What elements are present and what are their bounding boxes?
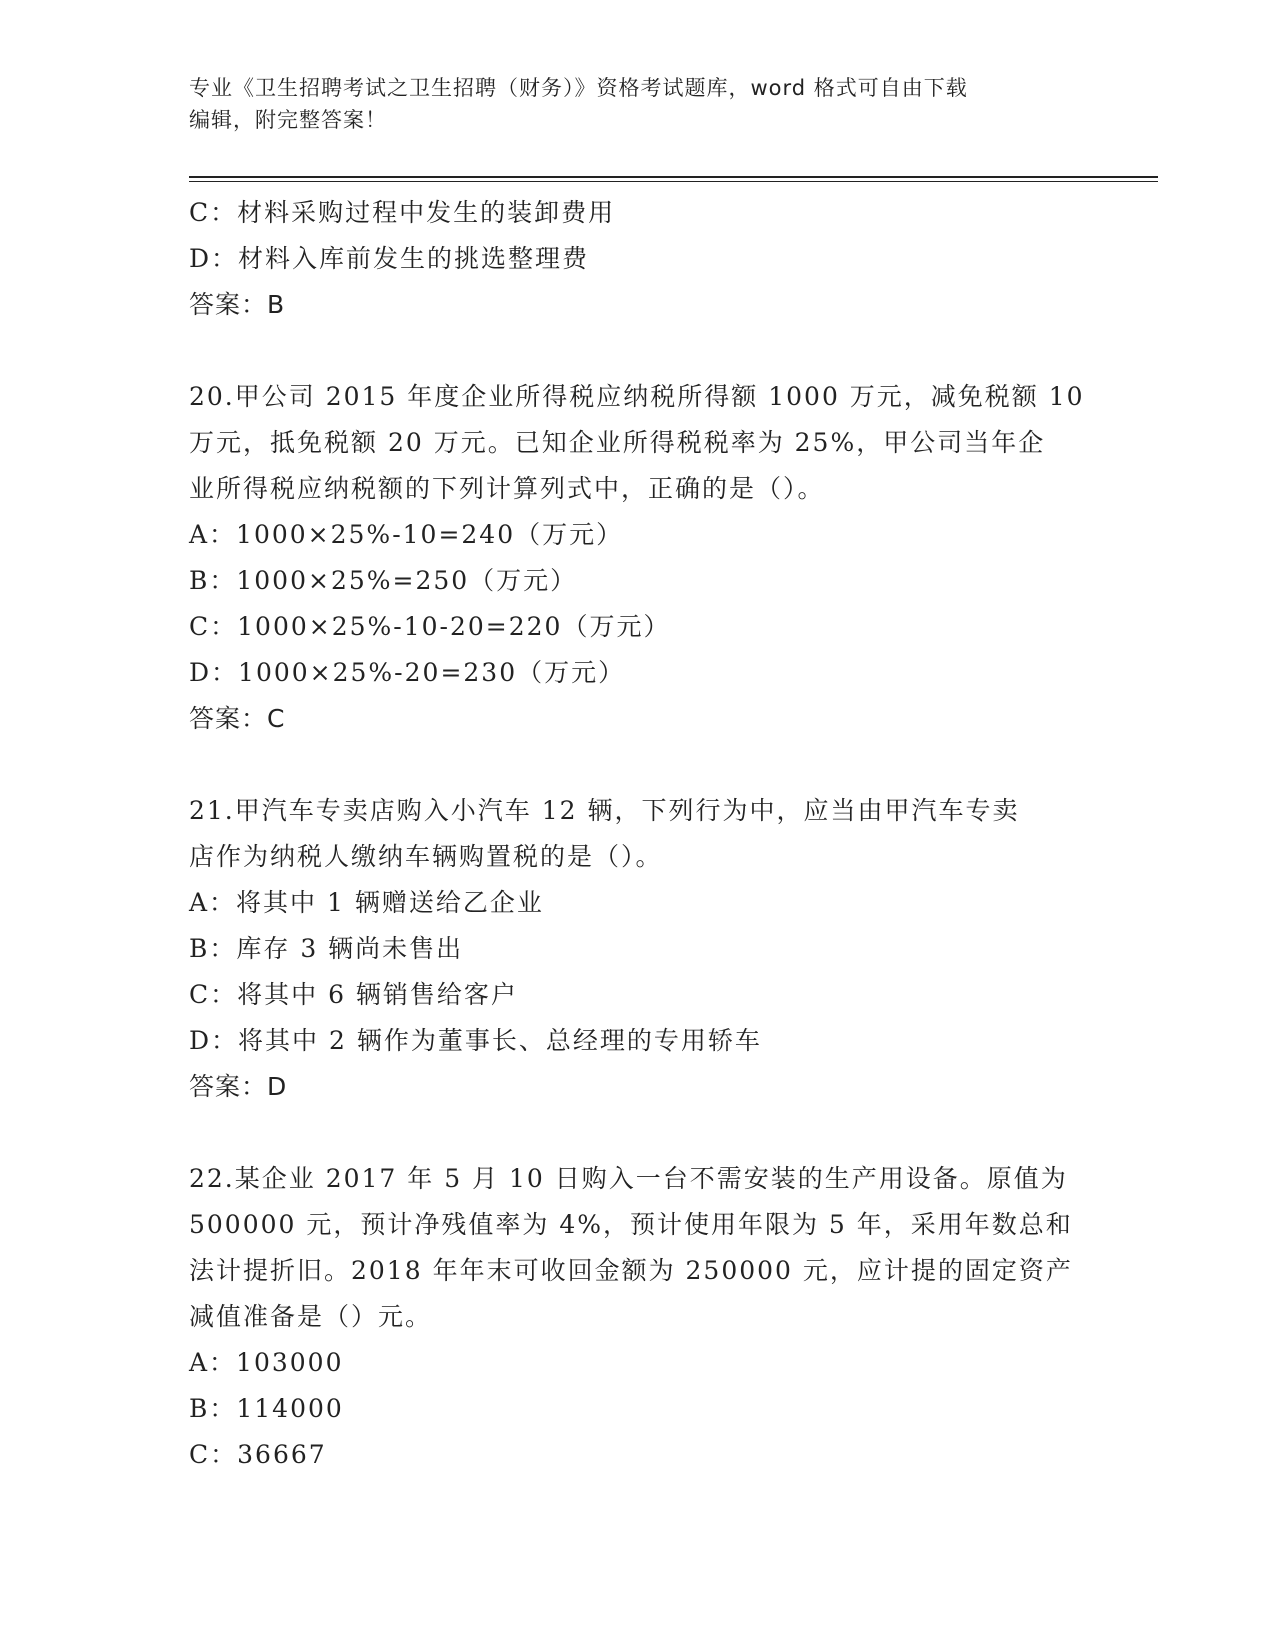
option-a: A：1000×25%-10=240（万元）	[189, 520, 624, 549]
option-c: C：36667	[189, 1440, 327, 1469]
header-line-1: 专业《卫生招聘考试之卫生招聘（财务）》资格考试题库，word 格式可自由下载	[189, 76, 968, 100]
spacer	[189, 328, 1089, 374]
question-stem-line: 业所得税应纳税额的下列计算列式中，正确的是（）。	[189, 474, 825, 503]
option-c: C：1000×25%-10-20=220（万元）	[189, 612, 671, 641]
header-line-2: 编辑，附完整答案！	[189, 108, 387, 132]
spacer	[189, 742, 1089, 788]
answer: 答案：D	[189, 1072, 288, 1101]
question-20	[189, 374, 1089, 742]
question-stem-line: 22.某企业 2017 年 5 月 10 日购入一台不需安装的生产用设备。原值为	[189, 1164, 1068, 1193]
option-d: D：1000×25%-20=230（万元）	[189, 658, 626, 687]
question-19	[189, 190, 1089, 328]
question-stem-line: 20.甲公司 2015 年度企业所得税应纳税所得额 1000 万元，减免税额 10	[189, 382, 1085, 411]
spacer	[189, 1110, 1089, 1156]
question-stem-line: 店作为纳税人缴纳车辆购置税的是（）。	[189, 842, 663, 871]
question-stem-line: 法计提折旧。2018 年年末可收回金额为 250000 元，应计提的固定资产	[189, 1256, 1073, 1285]
answer: 答案：C	[189, 704, 286, 733]
option-d: D：将其中 2 辆作为董事长、总经理的专用轿车	[189, 1026, 762, 1055]
header-divider-thick	[189, 176, 1158, 178]
option-b: B：114000	[189, 1394, 344, 1423]
question-stem-line: 万元，抵免税额 20 万元。已知企业所得税税率为 25%，甲公司当年企	[189, 428, 1046, 457]
option-c: C：将其中 6 辆销售给客户	[189, 980, 518, 1009]
option-c: C：材料采购过程中发生的装卸费用	[189, 198, 616, 227]
question-stem-line: 减值准备是（）元。	[189, 1302, 433, 1331]
question-stem-line: 500000 元，预计净残值率为 4%，预计使用年限为 5 年，采用年数总和	[189, 1210, 1073, 1239]
option-a: A：将其中 1 辆赠送给乙企业	[189, 888, 544, 917]
question-stem-line: 21.甲汽车专卖店购入小汽车 12 辆，下列行为中，应当由甲汽车专卖	[189, 796, 1020, 825]
option-a: A：103000	[189, 1348, 344, 1377]
question-21	[189, 788, 1089, 1110]
answer: 答案：B	[189, 290, 286, 319]
option-b: B：库存 3 辆尚未售出	[189, 934, 464, 963]
option-d: D：材料入库前发生的挑选整理费	[189, 244, 590, 273]
document-header	[189, 72, 1089, 136]
question-list	[189, 190, 1089, 1478]
option-b: B：1000×25%=250（万元）	[189, 566, 578, 595]
header-divider-thin	[189, 181, 1158, 182]
question-22	[189, 1156, 1089, 1478]
